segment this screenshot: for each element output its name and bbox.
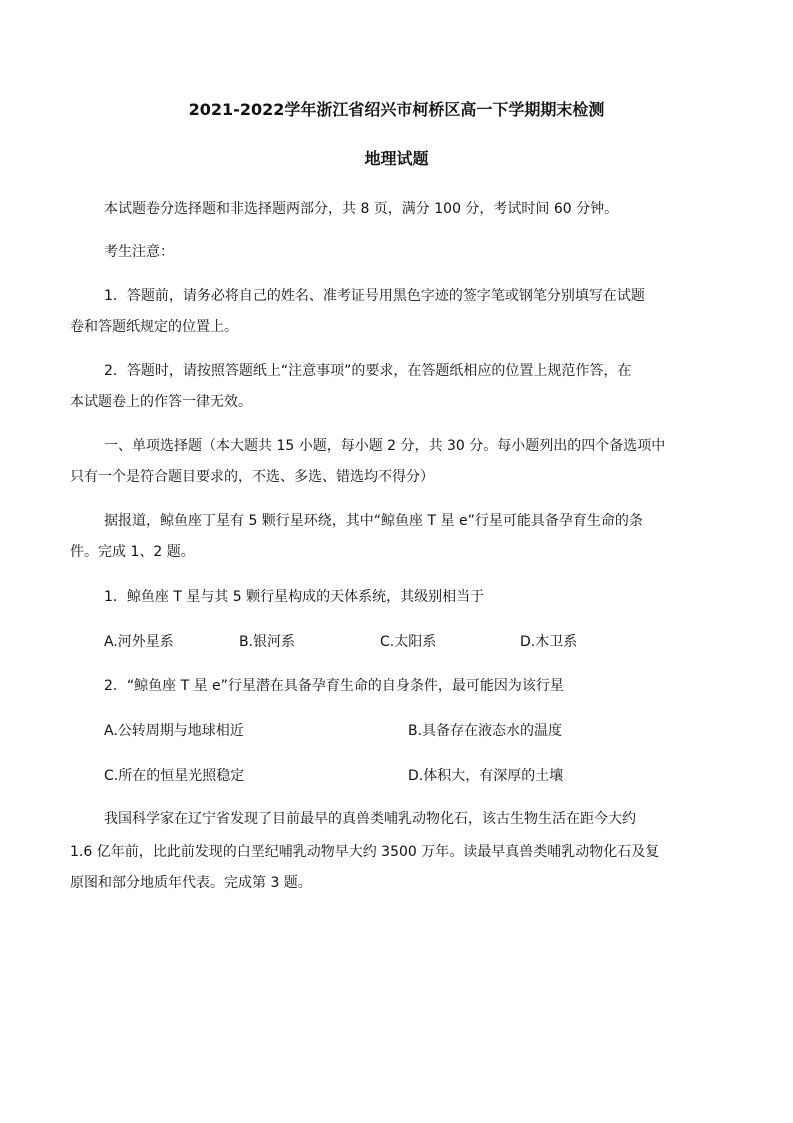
passage-1-line-2: 件。完成 1、2 题。 <box>70 544 195 560</box>
question-2-option-c: C.所在的恒星光照稳定 <box>104 768 245 784</box>
document-subtitle: 地理试题 <box>364 149 429 168</box>
question-1-option-c: C.太阳系 <box>380 634 437 650</box>
notice-heading: 考生注意： <box>104 244 174 260</box>
notice-2-line-2: 本试题卷上的作答一律无效。 <box>70 394 252 410</box>
notice-2-line-1: 2．答题时，请按照答题纸上“注意事项”的要求，在答题纸相应的位置上规范作答，在 <box>104 363 632 379</box>
question-2-option-d: D.体积大，有深厚的土壤 <box>408 768 564 784</box>
passage-2-line-3: 原图和部分地质年代表。完成第 3 题。 <box>70 875 312 891</box>
passage-2-line-1: 我国科学家在辽宁省发现了目前最早的真兽类哺乳动物化石，该古生物生活在距今大约 <box>104 811 636 827</box>
passage-2-line-2: 1.6 亿年前，比此前发现的白垩纪哺乳动物早大约 3500 万年。读最早真兽类哺乳动物化石及复 <box>70 844 660 860</box>
section-1-line-2: 只有一个是符合题目要求的，不选、多选、错选均不得分） <box>70 469 434 485</box>
question-1-stem: 1．鲸鱼座 T 星与其 5 颗行星构成的天体系统，其级别相当于 <box>104 589 485 605</box>
question-2-stem: 2．“鲸鱼座 T 星 e”行星潜在具备孕育生命的自身条件，最可能因为该行星 <box>104 678 564 694</box>
intro-text: 本试题卷分选择题和非选择题两部分，共 8 页，满分 100 分，考试时间 60 分钟。 <box>104 201 619 217</box>
question-1-option-d: D.木卫系 <box>520 634 578 650</box>
passage-1-line-1: 据报道，鲸鱼座丁星有 5 颗行星环绕，其中“鲸鱼座 T 星 e”行星可能具备孕育生命的条 <box>104 513 643 529</box>
section-1-line-1: 一、单项选择题（本大题共 15 小题，每小题 2 分，共 30 分。每小题列出的四个备选项中 <box>104 438 666 454</box>
notice-1-line-1: 1．答题前，请务必将自己的姓名、准考证号用黑色字迹的签字笔或钢笔分别填写在试题 <box>104 288 645 304</box>
notice-1-line-2: 卷和答题纸规定的位置上。 <box>70 319 238 335</box>
question-1-option-a: A.河外星系 <box>104 634 174 650</box>
question-1-option-b: B.银河系 <box>239 634 296 650</box>
question-2-option-b: B.具备存在液态水的温度 <box>408 723 563 739</box>
document-title: 2021-2022学年浙江省绍兴市柯桥区高一下学期期末检测 <box>188 100 605 119</box>
question-2-option-a: A.公转周期与地球相近 <box>104 723 244 739</box>
